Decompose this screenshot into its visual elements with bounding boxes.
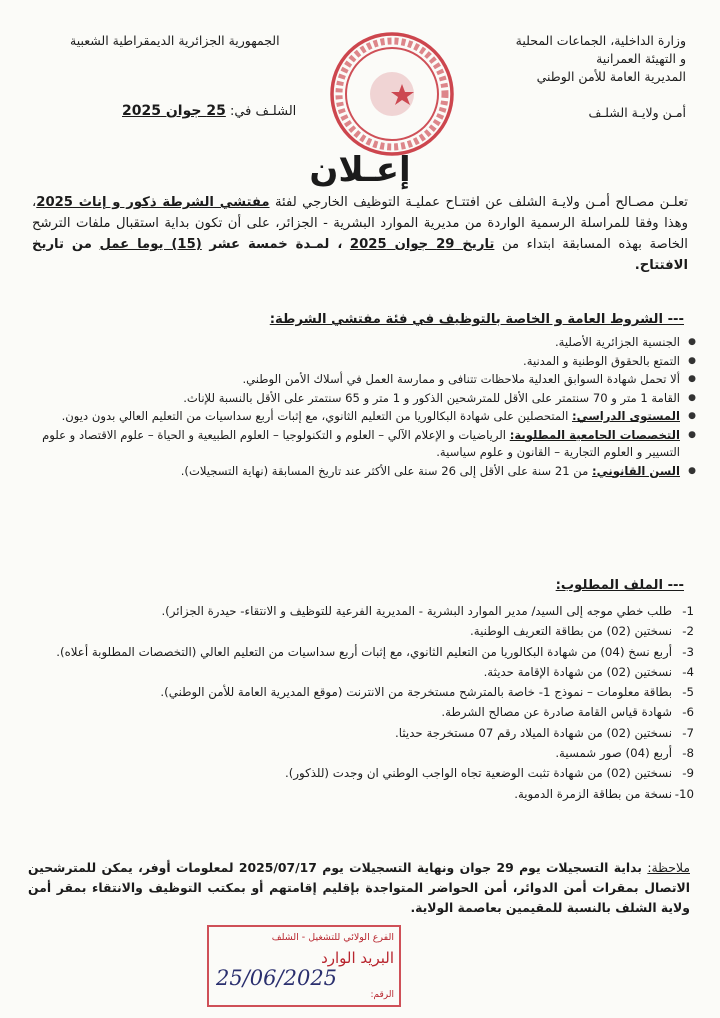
condition-text: المتحصلين على شهادة البكالوريا من التعليم الثانوي، مع إثبات أربع سداسيات من التعليم العالي بدون ديون. [61, 409, 569, 423]
item-number: 6- [682, 705, 694, 720]
condition-text: الجنسية الجزائرية الأصلية. [554, 335, 680, 349]
list-item [28, 702, 694, 722]
list-item [18, 353, 680, 371]
ministry-line: و التهيئة العمرانية [596, 51, 686, 66]
intro-highlight: مفتشي الشرطة ذكور و إناث 2025 [36, 195, 270, 210]
note-label: ملاحظة: [647, 860, 690, 875]
republic-title: الجمهورية الجزائرية الديمقراطية الشعبية [70, 33, 280, 48]
item-text: نسخة من بطاقة الزمرة الدموية. [514, 786, 672, 801]
list-item [18, 463, 680, 481]
ministry-line: المديرية العامة للأمن الوطني [536, 69, 686, 84]
item-number: 10- [674, 786, 694, 801]
list-item [28, 763, 694, 783]
document-date: 25 جوان 2025 [122, 103, 226, 119]
list-item [28, 662, 694, 682]
item-number: 5- [682, 685, 694, 700]
list-item [18, 371, 680, 389]
list-item [18, 334, 680, 352]
conditions-list [18, 334, 698, 481]
condition-label: المستوى الدراسي: [571, 409, 680, 423]
item-number: 3- [682, 644, 694, 659]
item-text: شهادة قياس القامة صادرة عن مصالح الشرطة. [441, 705, 672, 720]
item-number: 7- [682, 725, 694, 740]
list-item [28, 621, 694, 641]
list-item [28, 743, 694, 763]
ministry-line: وزارة الداخلية، الجماعات المحلية [515, 33, 686, 48]
list-item [28, 784, 694, 804]
item-text: نسختين (02) من شهادة الإقامة حديثة. [483, 664, 672, 679]
list-item [28, 682, 694, 702]
ministry-header [446, 32, 686, 120]
item-number: 2- [682, 624, 694, 639]
condition-label: التخصصات الجامعية المطلوبة: [509, 427, 680, 442]
list-item [28, 642, 694, 662]
date-line [122, 103, 296, 119]
files-heading: --- الملف المطلوب: [555, 578, 684, 593]
list-item [18, 390, 680, 408]
item-text: أربع نسخ (04) من شهادة البكالوريا من التعليم الثانوي، مع إثبات أربع سداسيات من التعليم العالي (التخصصات المطلوبة أعلاه). [56, 644, 672, 659]
item-number: 9- [682, 766, 694, 781]
intro-part: من تاريخ الافتتاح. [32, 237, 688, 273]
list-item [18, 408, 680, 426]
note-paragraph [28, 858, 690, 918]
item-text: نسختين (02) من شهادة الميلاد رقم 07 مستخرجة حديثا. [395, 725, 672, 740]
official-seal-stamp [328, 30, 456, 158]
item-number: 1- [682, 604, 694, 618]
item-text: طلب خطي موجه إلى السيد/ مدير الموارد البشرية - المديرية الفرعية للتوظيف و الانتقاء- حيدرة الجزائر). [161, 604, 672, 618]
item-number: 4- [682, 664, 694, 679]
intro-duration: (15) يوما عمل [99, 237, 202, 252]
item-number: 8- [682, 746, 694, 761]
condition-text: القامة 1 متر و 70 سنتمتر على الأقل للمترشحين الذكور و 1 متر و 65 سنتمتر على الأقل بالنسبة للإناث. [183, 390, 680, 405]
item-text: نسختين (02) من بطاقة التعريف الوطنية. [470, 624, 672, 639]
condition-text: من 21 سنة على الأقل إلى 26 سنة على الأكثر عند تاريخ المسابقة (نهاية التسجيلات). [180, 463, 589, 478]
conditions-heading: --- الشروط العامة و الخاصة بالتوظيف في فئة مفتشي الشرطة: [269, 312, 684, 327]
item-text: نسختين (02) من شهادة تثبت الوضعية تجاه الواجب الوطني ان وجدت (للذكور). [284, 766, 672, 781]
registry-stamp-date: 25/06/2025 [216, 966, 338, 990]
intro-paragraph [32, 192, 688, 276]
required-files-list [28, 601, 694, 804]
condition-label: السن القانوني: [592, 463, 680, 478]
intro-part: ، لمـدة خمسة عشر [209, 237, 343, 252]
place-prefix: الشلـف في: [229, 104, 297, 119]
registry-stamp [206, 924, 402, 1008]
registry-stamp-mail: البريد الوارد [321, 949, 394, 967]
list-item [28, 601, 694, 621]
page-title: إعـلان [309, 150, 411, 190]
note-text: بداية التسجيلات يوم 29 جوان ونهاية التسجيلات يوم 2025/07/17 لمعلومات أوفر، يمكن للمترشحين الاتصال بمقرات أمن الدوائر، أمن الحواضر المتواجدة بإقليم إقامتهم أو بمكتب التوظيف والانتقاء بمقر أمن ولاية الشلف بالنسبة للمقيمين بعاصمة الولاية. [28, 860, 690, 915]
intro-part: تعلـن مصـالح أمـن ولايـة الشلف عن افتتـاح عمليـة التوظيف الخارجي لفئة [274, 195, 688, 210]
item-text: بطاقة معلومات – نموذج 1- خاصة بالمترشح مستخرجة من الانترنت (موقع المديرية العامة للأمن الوطني). [160, 685, 672, 700]
registry-stamp-number: الرقم: [370, 990, 394, 1000]
security-office: أمـن ولايـة الشلـف [588, 105, 686, 120]
list-item [28, 723, 694, 743]
list-item [18, 427, 680, 462]
condition-text: التمتع بالحقوق الوطنية و المدنية. [523, 353, 680, 368]
item-text: أربع (04) صور شمسية. [555, 746, 672, 761]
condition-text: ألا تحمل شهادة السوابق العدلية ملاحظات تتنافى و ممارسة العمل في أسلاك الأمن الوطني. [242, 372, 680, 386]
registry-stamp-office: الفرع الولائي للتشغيل - الشلف [271, 932, 394, 943]
intro-part: ، وهذا وفقا للمراسلة الرسمية الواردة من مديرية الموارد البشرية - الجزائر، على أن تكون بداية استقبال ملفات الترشح الخاصة بهذه المسابقة ابتداء من [32, 195, 688, 252]
intro-start-date: تاريخ 29 جوان 2025 [349, 237, 495, 252]
condition-text: الرياضيات و الإعلام الآلي – العلوم و التكنولوجيا – العلوم الطبيعية و الحياة – علوم الاقتصاد و علوم التسيير و العلوم التجارية – القانون و علوم سياسية. [42, 427, 680, 459]
